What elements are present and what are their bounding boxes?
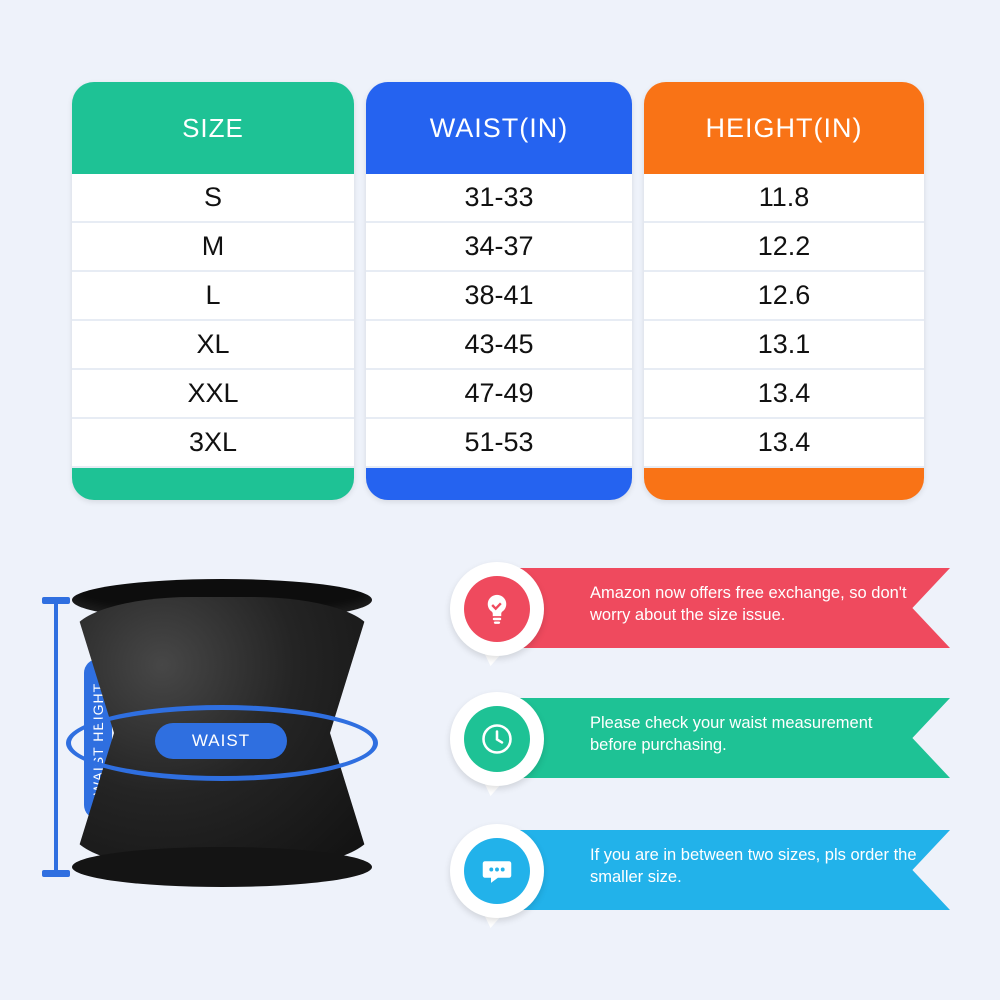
table-cell-height: 11.8 <box>644 174 924 223</box>
column-header-waist: WAIST(IN) <box>429 112 569 143</box>
waist-label: WAIST <box>155 723 287 759</box>
column-footer-waist <box>366 468 632 500</box>
waist-height-label-wrap <box>28 665 106 825</box>
table-cell-waist: 31-33 <box>366 174 632 223</box>
clock-icon <box>464 706 530 772</box>
notes-panel <box>430 552 990 972</box>
table-cell-size: M <box>72 223 354 272</box>
size-column <box>72 82 354 500</box>
column-header-height: HEIGHT(IN) <box>705 112 863 143</box>
product-measurement-diagram <box>20 565 440 975</box>
band-bottom-edge <box>72 847 372 887</box>
column-header-size: SIZE <box>182 112 244 143</box>
table-cell-size: XL <box>72 321 354 370</box>
table-cell-size: L <box>72 272 354 321</box>
waist-height-label: WAIST HEIGHT <box>84 659 112 819</box>
note-badge <box>450 562 544 656</box>
waist-column <box>366 82 632 500</box>
note-badge <box>450 692 544 786</box>
chat-bubble-icon <box>464 838 530 904</box>
table-cell-height: 12.2 <box>644 223 924 272</box>
height-column <box>644 82 924 500</box>
table-cell-size: 3XL <box>72 419 354 468</box>
table-cell-height: 13.1 <box>644 321 924 370</box>
column-footer-size <box>72 468 354 500</box>
axis-cap-bottom-icon <box>42 870 70 877</box>
note-text: Amazon now offers free exchange, so don't worry about the size issue. <box>590 584 907 625</box>
table-cell-waist: 51-53 <box>366 419 632 468</box>
note-text: If you are in between two sizes, pls order the smaller size. <box>590 846 917 887</box>
note-text: Please check your waist measurement before purchasing. <box>590 714 873 755</box>
table-cell-height: 13.4 <box>644 370 924 419</box>
note-item <box>450 824 950 916</box>
table-cell-size: S <box>72 174 354 223</box>
table-cell-waist: 43-45 <box>366 321 632 370</box>
note-item <box>450 562 950 654</box>
table-cell-waist: 38-41 <box>366 272 632 321</box>
table-cell-waist: 47-49 <box>366 370 632 419</box>
table-cell-height: 12.6 <box>644 272 924 321</box>
note-item <box>450 692 950 784</box>
lightbulb-check-icon <box>464 576 530 642</box>
table-cell-size: XXL <box>72 370 354 419</box>
size-chart-table <box>72 82 928 500</box>
column-footer-height <box>644 468 924 500</box>
note-badge <box>450 824 544 918</box>
table-cell-height: 13.4 <box>644 419 924 468</box>
table-cell-waist: 34-37 <box>366 223 632 272</box>
